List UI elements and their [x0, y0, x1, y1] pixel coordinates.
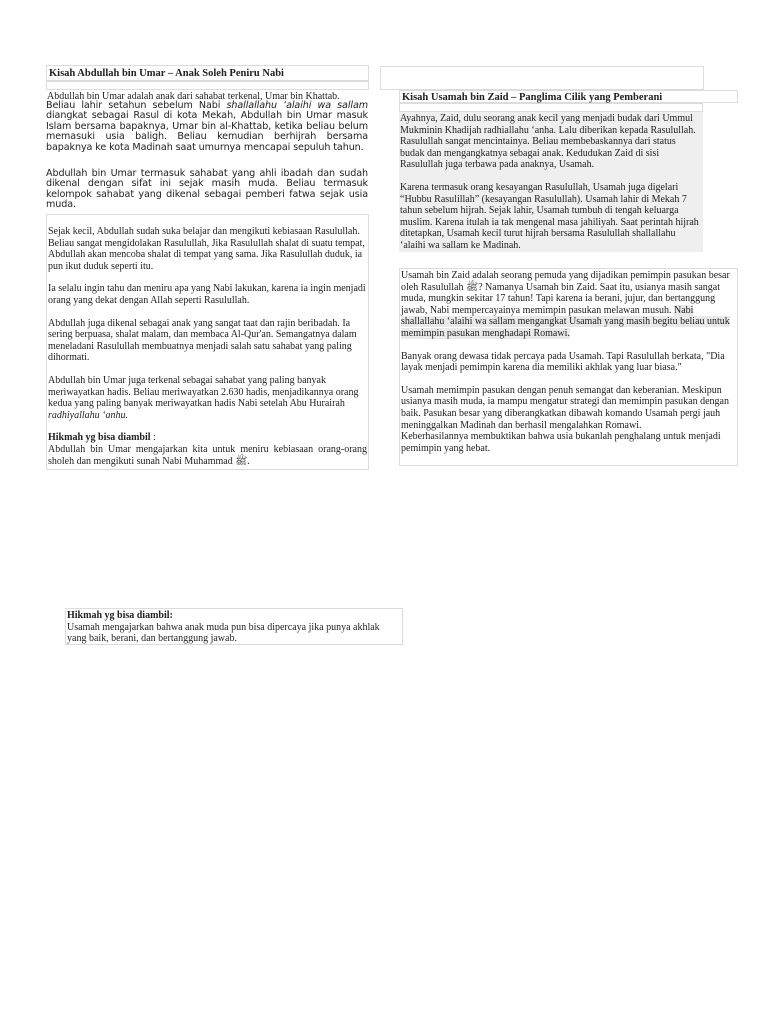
right-gray-paragraph-2: Karena termasuk orang kesayangan Rasulullah, Usamah juga digelari “Hubbu Rasulillah” (kesayangan Rasulullah). Usamah lahir di Mekah 7 tahun sebelum hijrah. Sejak lahir, Usamah tumbuh di tengah keluarga muslim. Karena itulah ia tak mengenal masa jahiliyah. Saat perintah hijrah ditetapkan, Usamah kecil turut hijrah bersama Rasulullah shallallahu ‘alaihi wa sallam ke Madinah.	[400, 181, 699, 251]
right-story-title: Kisah Usamah bin Zaid – Panglima Cilik yang Pemberani	[399, 90, 738, 103]
left-birth-paragraph	[46, 101, 368, 153]
right-paragraph-1-text: Usamah bin Zaid adalah seorang pemuda yang dijadikan pemimpin pasukan besar oleh Rasulullah ﷺ? Namanya Usamah bin Zaid. Saat itu, usianya masih sangat muda, mungkin sekitar 17 tahun! Tapi karena ia berani, jujur, dan bertanggung jawab, Nabi mempercayainya memimpin pasukan melawan musuh.	[401, 270, 730, 316]
right-story-body	[399, 268, 738, 466]
left-birth-text-pre: Beliau lahir setahun sebelum Nabi	[46, 100, 227, 111]
bottom-hikmah-box	[65, 608, 403, 645]
right-paragraph-1	[401, 270, 736, 340]
left-birth-text-post: diangkat sebagai Rasul di kota Mekah, Abdullah bin Umar masuk Islam bersama bapaknya, Umar bin al-Khattab, ketika beliau belum memasuki usia baligh. Beliau kemudian berhijrah bersama bapaknya ke kota Madinah saat umurnya mencapai sepuluh tahun.	[46, 110, 368, 153]
left-hikmah-label: Hikmah yg bisa diambil	[48, 432, 151, 444]
left-paragraph-1: Sejak kecil, Abdullah sudah suka belajar dan mengikuti kebiasaan Rasulullah. Beliau sangat mengidolakan Rasulullah, Jika Rasulullah shalat di suatu tempat, Abdullah akan mencoba shalat di tempat yang sama. Jika Rasulullah duduk, ia pun ikut duduk seperti itu.	[48, 226, 365, 272]
left-ibadah-paragraph: Abdullah bin Umar termasuk sahabat yang ahli ibadah dan sudah dikenal dengan sifat ini sejak masih muda. Beliau termasuk kelompok sahabat yang dikenal sebagai pemberi fatwa sejak usia muda.	[46, 168, 368, 211]
right-paragraph-3	[401, 385, 736, 455]
right-gray-paragraph-1: Ayahnya, Zaid, dulu seorang anak kecil yang menjadi budak dari Ummul Mukminin Khadijah radhiallahu ‘anha. Lalu diberikan kepada Rasulullah. Rasulullah sangat mencintainya. Beliau membebaskannya dari status budak dan mengangkatnya sebagai anak. Kedudukan Zaid di sisi Rasulullah juga terbawa pada anaknya, Usamah.	[400, 113, 696, 171]
left-paragraph-2: Ia selalu ingin tahu dan meniru apa yang Nabi lakukan, karena ia ingin menjadi orang yang dekat dengan Allah seperti Rasulullah.	[48, 283, 366, 306]
right-paragraph-4-text: Keberhasilannya membuktikan bahwa usia bukanlah penghalang untuk menjadi pemimpin yang hebat.	[401, 431, 721, 454]
right-title-spacer	[399, 103, 703, 112]
left-hikmah	[48, 432, 367, 467]
left-story-title: Kisah Abdullah bin Umar – Anak Soleh Peniru Nabi	[46, 65, 369, 81]
left-paragraph-4	[48, 375, 367, 421]
right-background-block	[399, 112, 703, 252]
left-paragraph-4-italic: radhiyallahu ‘anhu.	[48, 409, 128, 421]
left-paragraph-3: Abdullah juga dikenal sebagai anak yang sangat taat dan rajin beribadah. Ia sering berpuasa, shalat malam, dan membaca Al-Qur'an. Semangatnya dalam meneladani Rasulullah membuatnya menjadi salah satu sahabat yang paling dihormati.	[48, 317, 357, 364]
right-top-empty-box	[380, 66, 704, 90]
bottom-hikmah-text: Usamah mengajarkan bahwa anak muda pun bisa dipercaya jika punya akhlak yang baik, berani, dan bertanggung jawab.	[67, 621, 380, 645]
right-paragraph-3-text: Usamah memimpin pasukan dengan penuh semangat dan keberanian. Meskipun usianya masih muda, ia mampu mengatur strategi dan memimpin pasukan dengan baik. Pasukan besar yang diberangkatkan dibawah komando Usamah pergi jauh meninggalkan Madinah dan berhasil mengalahkan Romawi.	[401, 384, 729, 431]
bottom-hikmah-label: Hikmah yg bisa diambil:	[67, 610, 173, 621]
right-paragraph-2: Banyak orang dewasa tidak percaya pada Usamah. Tapi Rasulullah berkata, "Dia layak menjadi pemimpin karena dia memiliki akhlak yang luar biasa."	[401, 350, 725, 374]
left-intro: Abdullah bin Umar adalah anak dari sahabat terkenal, Umar bin Khattab.	[47, 91, 340, 102]
left-title-spacer	[46, 81, 369, 90]
right-paragraph-1-highlight: Nabi shallallahu ‘alaihi wa sallam mengangkat Usamah yang masih begitu beliau untuk memimpin pasukan menghadapi Romawi.	[401, 304, 730, 339]
left-story-body	[46, 214, 369, 470]
left-hikmah-text: Abdullah bin Umar mengajarkan kita untuk meniru kebiasaan orang-orang sholeh dan mengikuti sunah Nabi Muhammad ﷺ.	[48, 443, 367, 467]
left-hikmah-colon: :	[150, 432, 156, 444]
left-paragraph-4-text: Abdullah bin Umar juga terkenal sebagai sahabat yang paling banyak meriwayatkan hadis. Beliau meriwayatkan 2.630 hadis, menjadikannya orang kedua yang paling banyak meriwayatkan hadis Nabi setelah Abu Hurairah	[48, 374, 359, 410]
left-birth-text-italic: shallallahu ‘alaihi wa sallam	[226, 100, 368, 111]
